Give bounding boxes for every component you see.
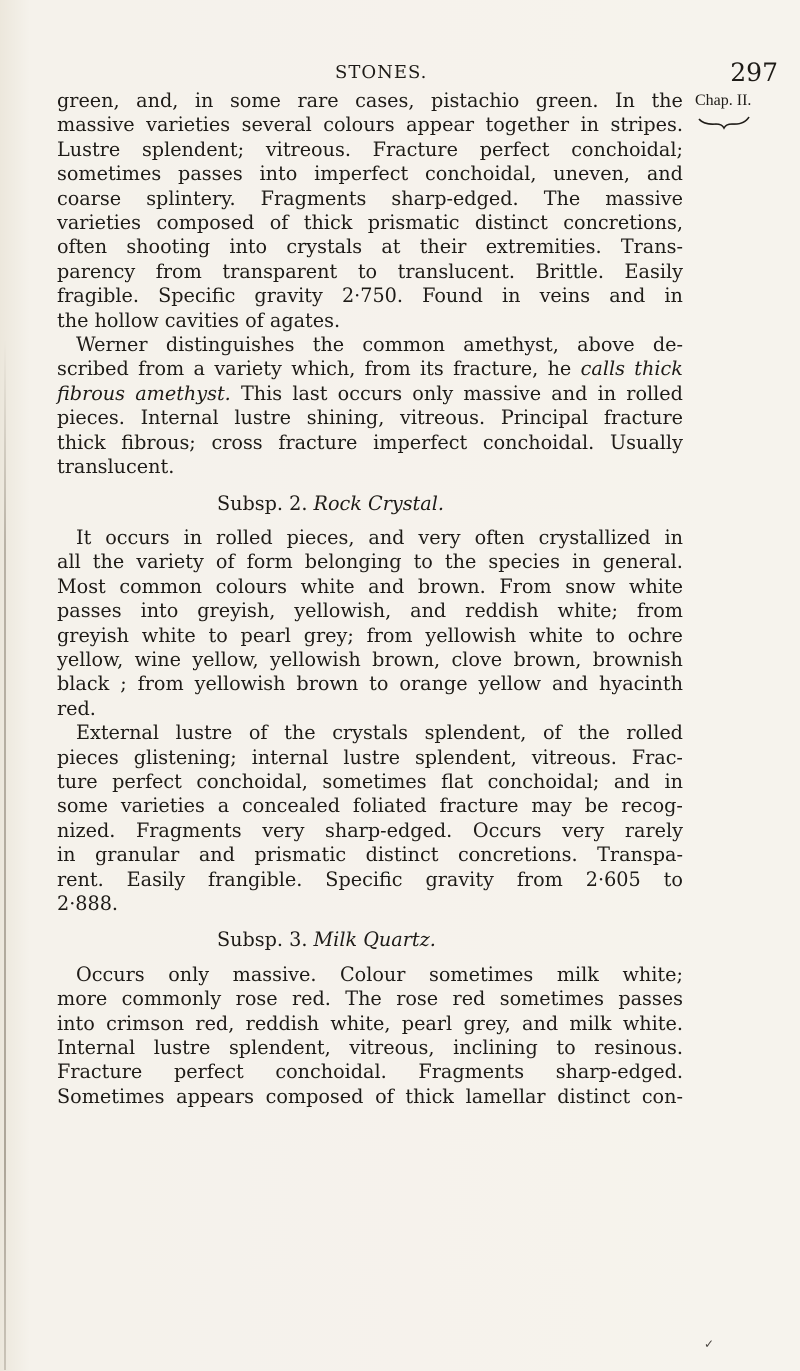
text-line: Lustre splendent; vitreous. Fracture perfect conchoidal; xyxy=(57,137,683,161)
text-line: Sometimes appears composed of thick lamellar distinct con- xyxy=(57,1084,683,1108)
text-line: sometimes passes into imperfect conchoidal, uneven, and xyxy=(57,162,683,186)
text-line: often shooting into crystals at their extremities. Trans- xyxy=(57,235,683,259)
margin-note-chapter: Chap. II. xyxy=(695,92,752,109)
text-line: some varieties a concealed foliated fracture may be recog- xyxy=(57,794,683,818)
body-text xyxy=(57,89,683,1109)
text-line: It occurs in rolled pieces, and very often crystallized in xyxy=(76,525,683,549)
page-mark: ✓ xyxy=(703,1337,714,1351)
text-line: Occurs only massive. Colour sometimes milk white; xyxy=(76,962,683,986)
text-line: Most common colours white and brown. From snow white xyxy=(57,574,683,598)
text-line: scribed from a variety which, from its fracture, he calls thick xyxy=(57,357,683,381)
text-line: parency from transparent to translucent. Brittle. Easily xyxy=(57,259,683,283)
brace-icon xyxy=(698,116,750,130)
text-line: pieces glistening; internal lustre splendent, vitreous. Frac- xyxy=(57,745,683,769)
text-line: passes into greyish, yellowish, and reddish white; from xyxy=(57,599,683,623)
text-line: 2·888. xyxy=(57,892,119,915)
text-line: greyish white to pearl grey; from yellowish white to ochre xyxy=(57,623,683,647)
text-line: thick fibrous; cross fracture imperfect conchoidal. Usually xyxy=(57,430,683,454)
text-line: Fracture perfect conchoidal. Fragments sharp-edged. xyxy=(57,1060,683,1084)
text-line: translucent. xyxy=(57,455,175,479)
text-line: fibrous amethyst. This last occurs only massive and in rolled xyxy=(57,381,683,405)
running-head: STONES. xyxy=(335,62,428,83)
text-line: the hollow cavities of agates. xyxy=(57,308,341,332)
text-line: nized. Fragments very sharp-edged. Occurs very rarely xyxy=(57,818,683,842)
text-line: External lustre of the crystals splendent, of the rolled xyxy=(76,721,683,745)
page-number: 297 xyxy=(730,58,778,87)
binding-gutter xyxy=(4,340,6,1370)
text-line: Internal lustre splendent, vitreous, inclining to resinous. xyxy=(57,1036,683,1060)
section-heading: Subsp. 2. Rock Crystal. xyxy=(217,491,444,515)
text-line: Werner distinguishes the common amethyst, above de- xyxy=(76,333,683,357)
text-line: rent. Easily frangible. Specific gravity from 2·605 to xyxy=(57,867,683,891)
text-line: yellow, wine yellow, yellowish brown, clove brown, brownish xyxy=(57,647,683,671)
text-line: into crimson red, reddish white, pearl grey, and milk white. xyxy=(57,1011,683,1035)
text-line: coarse splintery. Fragments sharp-edged. The massive xyxy=(57,186,683,210)
text-line: massive varieties several colours appear together in stripes. xyxy=(57,113,683,137)
page-header xyxy=(0,58,800,92)
section-heading: Subsp. 3. Milk Quartz. xyxy=(217,928,436,952)
text-line: varieties composed of thick prismatic distinct concretions, xyxy=(57,211,683,235)
text-line: black ; from yellowish brown to orange yellow and hyacinth xyxy=(57,672,683,696)
text-line: all the variety of form belonging to the species in general. xyxy=(57,550,683,574)
text-line: more commonly rose red. The rose red sometimes passes xyxy=(57,987,683,1011)
text-line: green, and, in some rare cases, pistachio green. In the xyxy=(57,89,683,112)
text-line: red. xyxy=(57,696,96,720)
text-line: ture perfect conchoidal, sometimes flat conchoidal; and in xyxy=(57,769,683,793)
text-line: fragible. Specific gravity 2·750. Found in veins and in xyxy=(57,284,683,308)
text-line: in granular and prismatic distinct concretions. Transpa- xyxy=(57,843,683,867)
text-line: pieces. Internal lustre shining, vitreous. Principal fracture xyxy=(57,406,683,430)
